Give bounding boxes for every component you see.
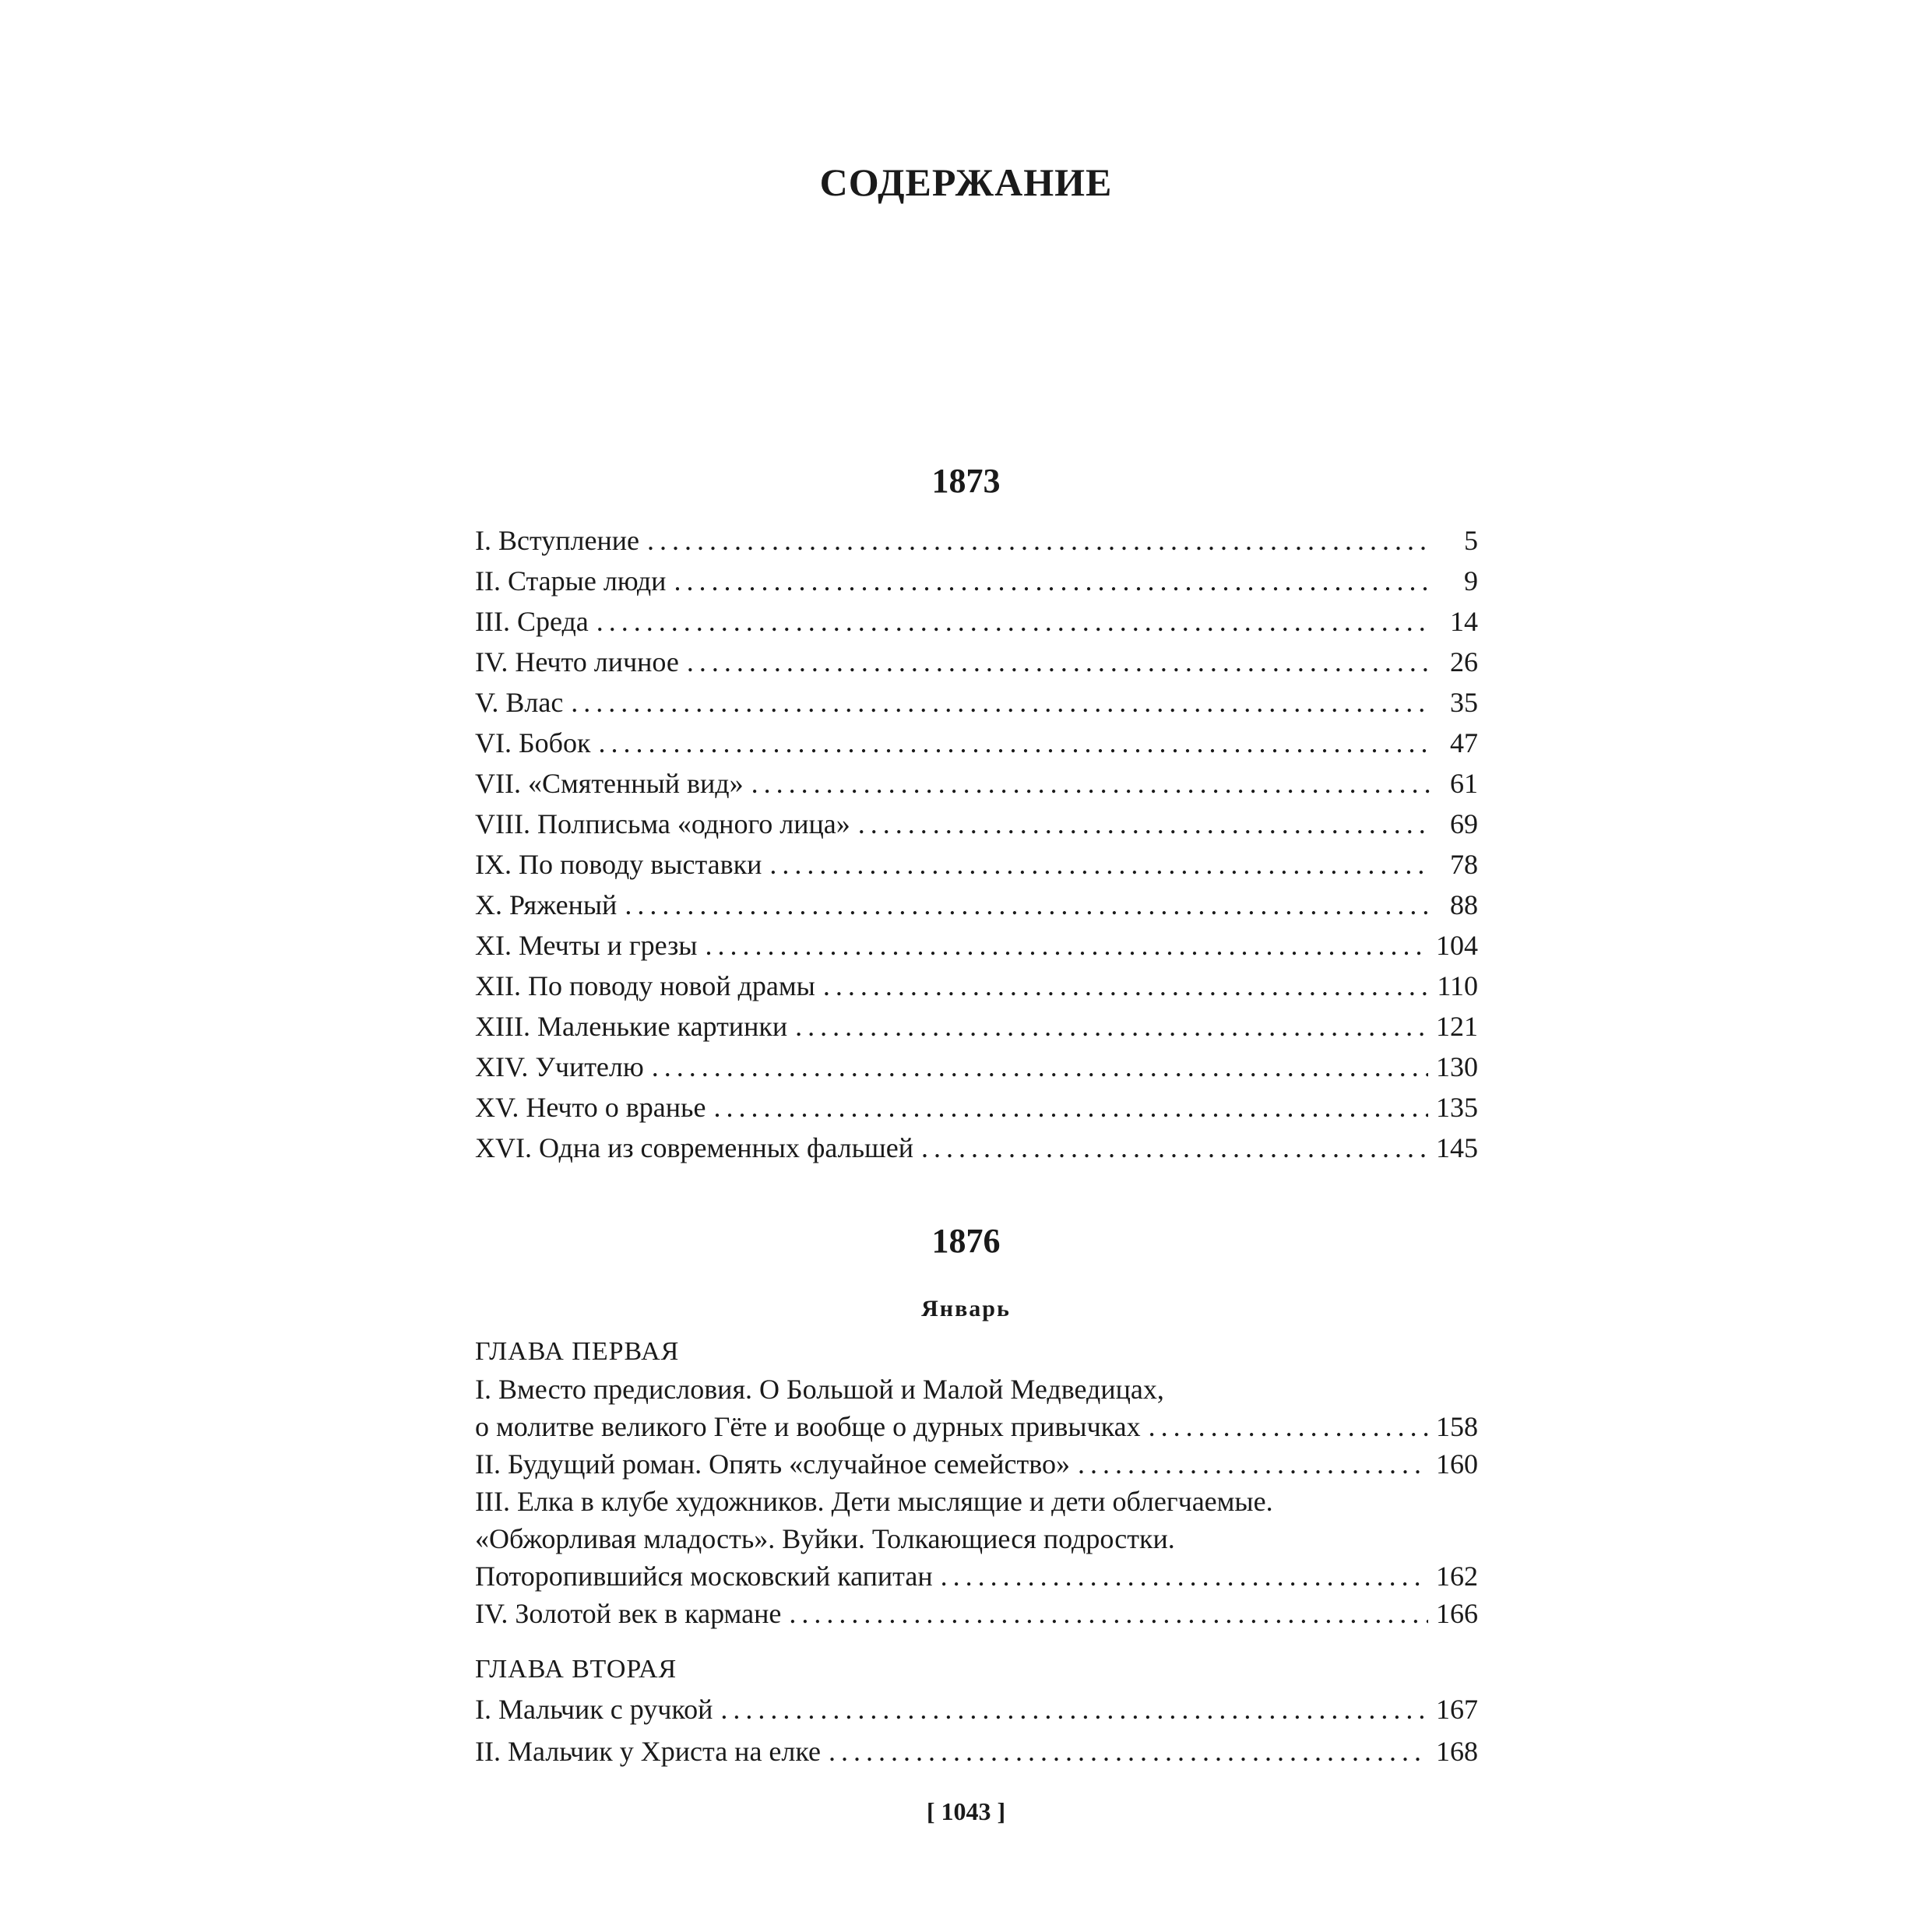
toc-entry-page: 9	[1464, 565, 1478, 596]
toc-entry-title: XVI. Одна из современных фальшей	[475, 1132, 913, 1163]
toc-entry[interactable]	[475, 1047, 1478, 1087]
dot-leader	[858, 804, 1430, 844]
dot-leader	[941, 1557, 1428, 1595]
toc-entry[interactable]	[475, 885, 1478, 925]
toc-entry-page: 130	[1436, 1051, 1478, 1082]
toc-entry[interactable]	[475, 1595, 1478, 1632]
toc-entry[interactable]	[475, 1128, 1478, 1168]
toc-entry-page: 35	[1450, 687, 1478, 718]
toc-entry[interactable]	[475, 682, 1478, 723]
dot-leader	[713, 1087, 1428, 1128]
toc-entry-title-line: I. Вместо предисловия. О Большой и Малой Медведицах,	[475, 1374, 1164, 1405]
toc-entry-title: XIII. Маленькие картинки	[475, 1011, 788, 1042]
dot-leader	[647, 520, 1430, 561]
toc-entry-title: XIV. Учителю	[475, 1051, 644, 1082]
toc-entry-page: 145	[1436, 1132, 1478, 1163]
dot-leader	[1149, 1408, 1428, 1445]
toc-entry-page: 162	[1436, 1561, 1478, 1592]
dot-leader	[720, 1688, 1428, 1730]
toc-entry-title: II. Мальчик у Христа на елке	[475, 1736, 821, 1767]
toc-entry-page: 160	[1436, 1448, 1478, 1480]
toc-entry-page: 168	[1436, 1736, 1478, 1767]
chapter-1-block	[475, 1333, 1478, 1632]
toc-entry-page: 61	[1450, 768, 1478, 799]
month-heading: Январь	[921, 1296, 1011, 1321]
toc-entry[interactable]	[475, 844, 1478, 885]
toc-entry-page: 158	[1436, 1411, 1478, 1442]
toc-entry-page: 69	[1450, 808, 1478, 839]
toc-entry-title: XV. Нечто о вранье	[475, 1092, 706, 1123]
toc-entry-page: 5	[1464, 525, 1478, 556]
chapter-2-block	[475, 1651, 1478, 1772]
toc-entry-title: III. Среда	[475, 606, 589, 637]
toc-entry-title: IV. Нечто личное	[475, 646, 679, 677]
toc-entry[interactable]	[475, 561, 1478, 601]
toc-entry-title: IX. По поводу выставки	[475, 849, 762, 880]
toc-entry[interactable]	[475, 925, 1478, 966]
toc-entry-title: VII. «Смятенный вид»	[475, 768, 744, 799]
dot-leader	[598, 723, 1430, 763]
toc-entry-page: 166	[1436, 1598, 1478, 1629]
toc-entry-title: X. Ряженый	[475, 889, 618, 920]
toc-entry-page: 135	[1436, 1092, 1478, 1123]
toc-entry-title: XII. По поводу новой драмы	[475, 970, 815, 1001]
toc-entry[interactable]	[475, 642, 1478, 682]
dot-leader	[596, 601, 1430, 642]
chapter-title: ГЛАВА ПЕРВАЯ	[475, 1337, 680, 1366]
toc-entry-title-line: Поторопившийся московский капитан	[475, 1561, 933, 1592]
toc-entry[interactable]	[475, 1483, 1478, 1595]
toc-entry-title-line: о молитве великого Гёте и вообще о дурных привычках	[475, 1411, 1141, 1442]
dot-leader	[652, 1047, 1428, 1087]
toc-entry-page: 110	[1437, 970, 1478, 1001]
toc-entry-title: I. Мальчик с ручкой	[475, 1694, 713, 1725]
year-heading-1873: 1873	[931, 462, 1001, 500]
toc-list-1873	[475, 520, 1478, 1168]
toc-entry[interactable]	[475, 966, 1478, 1006]
toc-entry-title: V. Влас	[475, 687, 564, 718]
toc-entry[interactable]	[475, 723, 1478, 763]
toc-entry[interactable]	[475, 520, 1478, 561]
toc-entry-title-line: «Обжорливая младость». Вуйки. Толкающиеся подростки.	[475, 1523, 1175, 1554]
toc-entry-page: 104	[1436, 930, 1478, 961]
toc-entry-page: 14	[1450, 606, 1478, 637]
toc-entry-title: VIII. Полписьма «одного лица»	[475, 808, 850, 839]
dot-leader	[789, 1595, 1428, 1632]
toc-entry-page: 167	[1436, 1694, 1478, 1725]
dot-leader	[751, 763, 1430, 804]
toc-entry-title: VI. Бобок	[475, 727, 591, 758]
toc-entry-page: 121	[1436, 1011, 1478, 1042]
toc-entry-page: 47	[1450, 727, 1478, 758]
year-heading-1876: 1876	[931, 1222, 1001, 1260]
toc-entry[interactable]	[475, 1371, 1478, 1445]
dot-leader	[769, 844, 1430, 885]
toc-entry-title: II. Будущий роман. Опять «случайное семейство»	[475, 1448, 1070, 1480]
dot-leader	[829, 1730, 1428, 1772]
toc-entry-title: IV. Золотой век в кармане	[475, 1598, 782, 1629]
dot-leader	[674, 561, 1430, 601]
toc-entry[interactable]	[475, 601, 1478, 642]
toc-entry[interactable]	[475, 804, 1478, 844]
toc-entry[interactable]	[475, 1087, 1478, 1128]
toc-entry-page: 88	[1450, 889, 1478, 920]
toc-entry-page: 78	[1450, 849, 1478, 880]
dot-leader	[921, 1128, 1428, 1168]
toc-entry[interactable]	[475, 763, 1478, 804]
chapter-title: ГЛАВА ВТОРАЯ	[475, 1655, 677, 1684]
dot-leader	[687, 642, 1430, 682]
toc-entry[interactable]	[475, 1006, 1478, 1047]
dot-leader	[823, 966, 1430, 1006]
toc-entry[interactable]	[475, 1688, 1478, 1730]
page-number: [ 1043 ]	[926, 1797, 1006, 1825]
toc-entry[interactable]	[475, 1445, 1478, 1483]
dot-leader	[1078, 1445, 1428, 1483]
dot-leader	[706, 925, 1429, 966]
toc-entry-title: XI. Мечты и грезы	[475, 930, 698, 961]
toc-entry-title: II. Старые люди	[475, 565, 667, 596]
dot-leader	[571, 682, 1430, 723]
toc-entry-title-line: III. Елка в клубе художников. Дети мыслящие и дети облегчаемые.	[475, 1486, 1273, 1517]
page-title: СОДЕРЖАНИЕ	[819, 160, 1113, 204]
dot-leader	[625, 885, 1430, 925]
dot-leader	[795, 1006, 1428, 1047]
toc-entry-title: I. Вступление	[475, 525, 639, 556]
toc-entry[interactable]	[475, 1730, 1478, 1772]
toc-entry-page: 26	[1450, 646, 1478, 677]
